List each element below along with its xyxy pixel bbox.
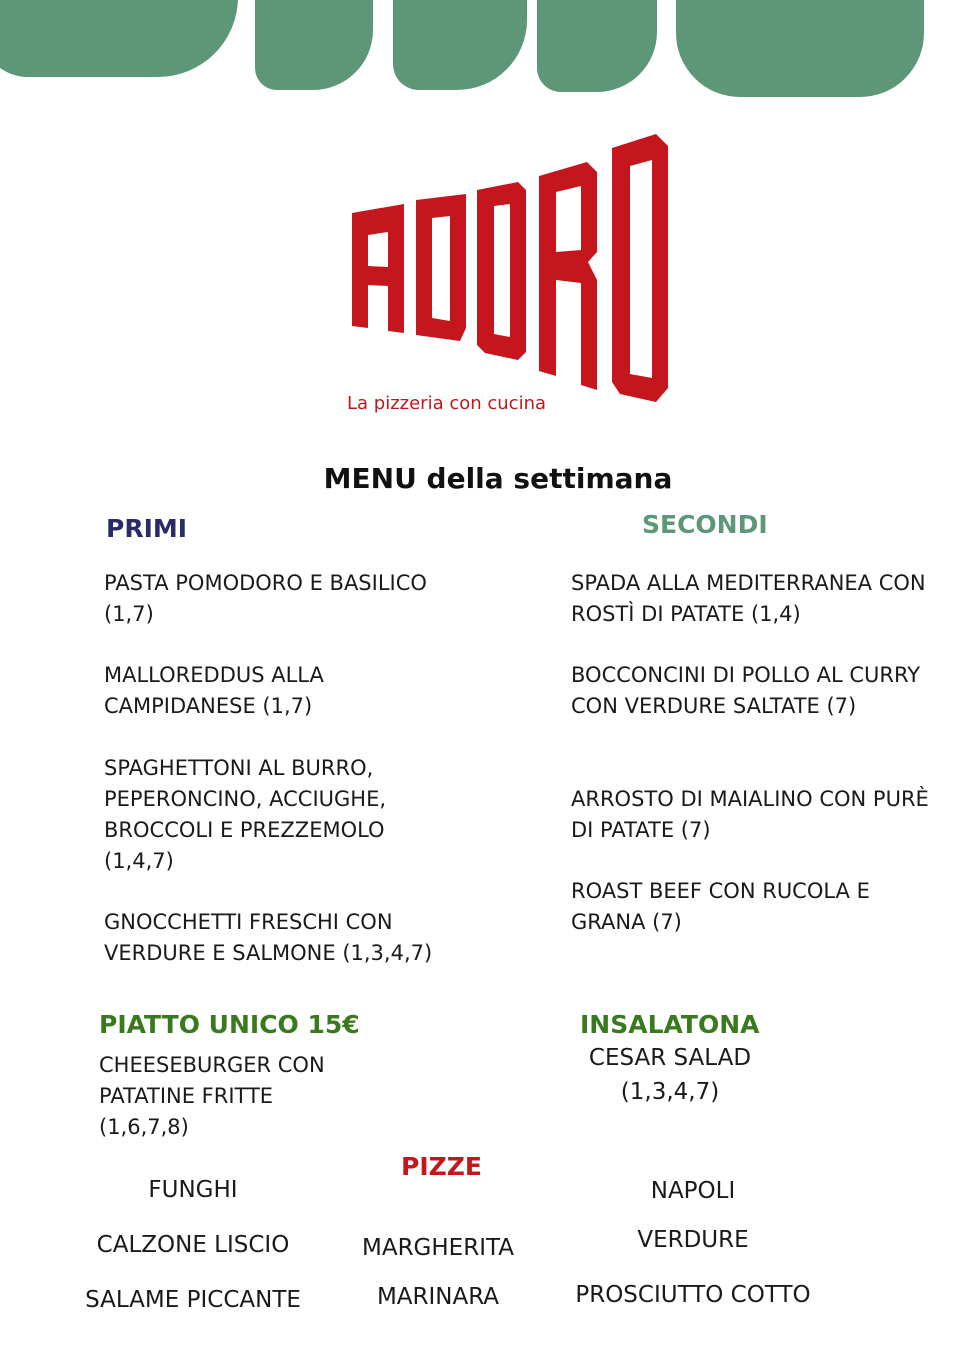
primi-item: SPAGHETTONI AL BURRO, PEPERONCINO, ACCIUGHE, BROCCOLI E PREZZEMOLO (1,4,7) xyxy=(104,756,387,873)
tagline: La pizzeria con cucina xyxy=(347,393,547,414)
section-heading-pizze: PIZZE xyxy=(401,1152,482,1181)
section-heading-secondi: SECONDI xyxy=(642,510,768,539)
pizza-item: MARINARA xyxy=(376,1284,500,1310)
primi-item: MALLOREDDUS ALLA CAMPIDANESE (1,7) xyxy=(104,663,324,718)
secondi-item: ROAST BEEF CON RUCOLA E GRANA (7) xyxy=(571,879,870,934)
decor-shape xyxy=(0,0,238,77)
pizza-item: MARGHERITA xyxy=(362,1235,514,1261)
section-heading-insalatona: INSALATONA xyxy=(580,1010,760,1039)
insalatona-item: CESAR SALAD xyxy=(588,1045,752,1071)
secondi-item: SPADA ALLA MEDITERRANEA CON ROSTÌ DI PATATE (1,4) xyxy=(571,571,926,626)
adoro-logo xyxy=(344,132,674,407)
section-heading-piatto-unico: PIATTO UNICO 15€ xyxy=(99,1010,360,1039)
decor-shape xyxy=(393,0,527,90)
secondi-item: ARROSTO DI MAIALINO CON PURÈ DI PATATE (7) xyxy=(571,787,929,842)
secondi-item: BOCCONCINI DI POLLO AL CURRY CON VERDURE SALTATE (7) xyxy=(571,663,921,718)
primi-item: GNOCCHETTI FRESCHI CON VERDURE E SALMONE (1,3,4,7) xyxy=(104,910,433,965)
decor-shape xyxy=(676,0,924,97)
pizza-item: NAPOLI xyxy=(650,1178,736,1204)
logo-text: ADORO xyxy=(354,171,362,173)
primi-item: PASTA POMODORO E BASILICO (1,7) xyxy=(104,571,427,626)
decor-shape xyxy=(255,0,373,90)
menu-title: MENU della settimana xyxy=(323,462,673,495)
pizza-item: SALAME PICCANTE xyxy=(85,1287,301,1313)
section-heading-primi: PRIMI xyxy=(106,514,188,543)
pizza-item: CALZONE LISCIO xyxy=(96,1232,290,1258)
pizza-item: VERDURE xyxy=(637,1227,749,1253)
pizza-item: FUNGHI xyxy=(148,1177,238,1203)
pizza-item: PROSCIUTTO COTTO xyxy=(575,1282,811,1308)
piatto-unico-item: CHEESEBURGER CON PATATINE FRITTE (1,6,7,8) xyxy=(99,1053,325,1139)
insalatona-allergens: (1,3,4,7) xyxy=(620,1079,720,1105)
decor-shape xyxy=(537,0,657,92)
